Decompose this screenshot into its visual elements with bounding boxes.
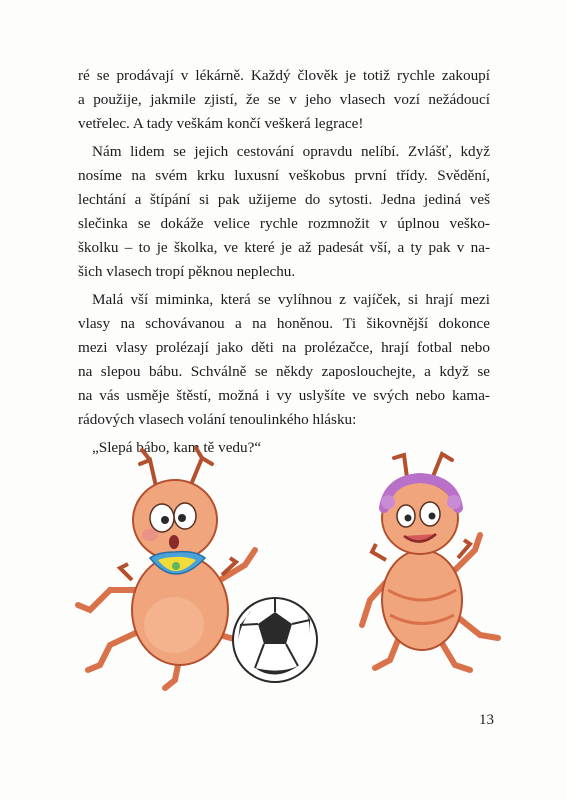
lice-football-illustration <box>70 440 510 700</box>
text-line: vetřelec. A tady veškám končí veškerá legrace! <box>78 115 364 132</box>
text-line: Nám lidem se jejich cestování opravdu nelíbí. Zvlášť, když <box>92 143 490 160</box>
text-line: slečinka se dokáže velice rychle rozmnožit v úplnou veško- <box>78 215 490 232</box>
text-line: rádových vlasech volání tenoulinkého hlásku: <box>78 411 357 428</box>
louse-girl <box>362 454 498 670</box>
text-line: lechtání a štípání si pak užijeme do sytosti. Jedna jediná veš <box>78 191 490 208</box>
football <box>233 598 317 682</box>
text-line: vlasy na schovávanou a na honěnou. Ti šikovnější dokonce <box>78 315 490 332</box>
text-line: a použije, jakmile zjistí, že se v jeho vlasech vozí nežádoucí <box>78 91 490 108</box>
text-line: mezi vlasy prolézají jako děti na prolézačce, hrají fotbal nebo <box>78 339 490 356</box>
text-line: ré se prodávají v lékárně. Každý člověk je totiž rychle zakoupí <box>78 67 490 84</box>
body-text <box>78 64 490 464</box>
text-line: nosíme na svém krku luxusní veškobus první třídy. Svědění, <box>78 167 490 184</box>
text-line: Malá vší miminka, která se vylíhnou z vajíček, si hrají mezi <box>92 291 490 308</box>
paragraph-3 <box>78 288 490 432</box>
page-number: 13 <box>479 712 494 728</box>
text-line: šich vlasech tropí pěknou neplechu. <box>78 263 296 280</box>
text-line: „Slepá bábo, kam tě vedu?“ <box>92 439 262 456</box>
paragraph-2 <box>78 140 490 284</box>
paragraph-1 <box>78 64 490 136</box>
text-line: školku – to je školka, ve které je až padesát vší, a ty pak v na- <box>78 239 490 256</box>
text-line: na slepou bábu. Schválně se někdy zaposlouchejte, a když se <box>78 363 490 380</box>
text-line: na vás usměje štěstí, možná i vy uslyšíte ve svých nebo kama- <box>78 387 490 404</box>
